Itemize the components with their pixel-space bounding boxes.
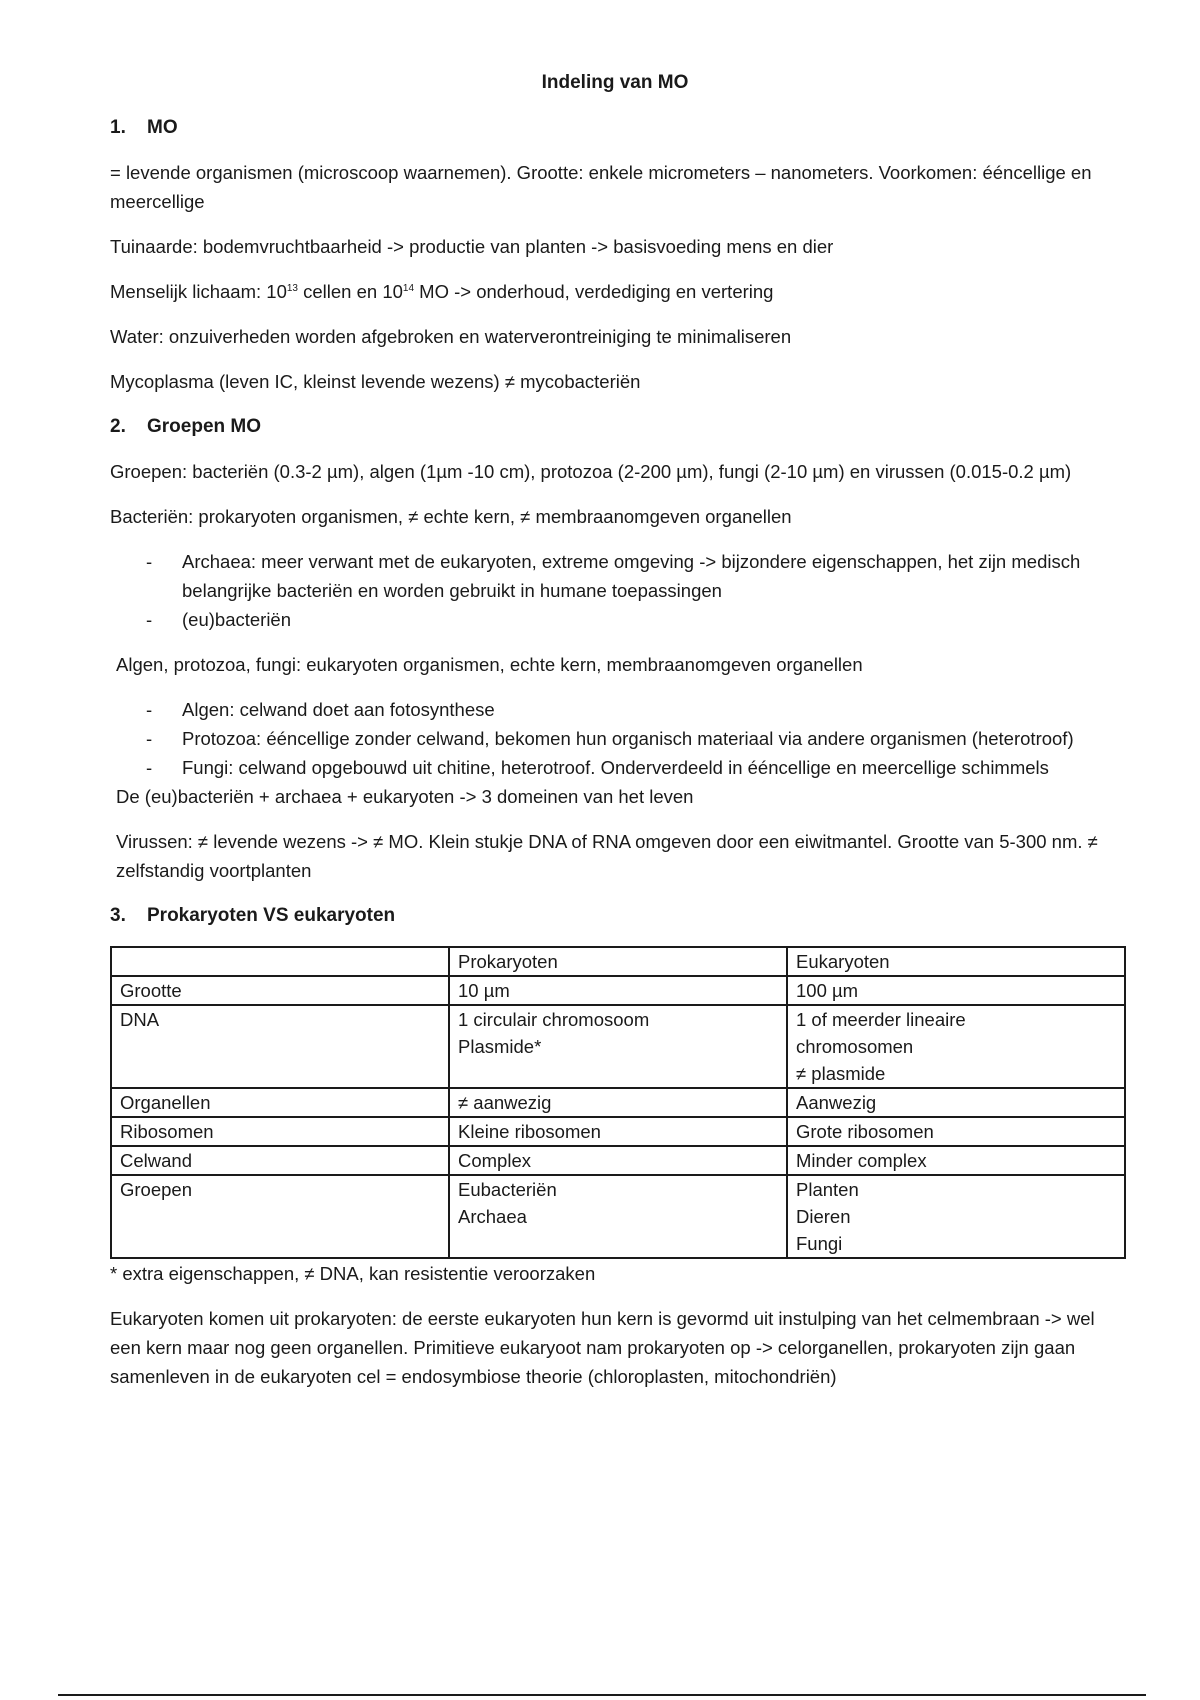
paragraph-water: Water: onzuiverheden worden afgebroken en waterverontreiniging te minimaliseren <box>110 326 792 347</box>
paragraph-lichaam <box>110 277 1120 306</box>
text-run: Menselijk lichaam: 10 <box>110 281 287 302</box>
paragraph-virussen: Virussen: ≠ levende wezens -> ≠ MO. Klein stukje DNA of RNA omgeven door een eiwitmantel. Grootte van 5-300 nm. ≠ zelfstandig voortplanten <box>116 831 1098 881</box>
table-row <box>111 1117 1125 1146</box>
paragraph-mycoplasma: Mycoplasma (leven IC, kleinst levende wezens) ≠ mycobacteriën <box>110 371 641 392</box>
list-item: - Protozoa: ééncellige zonder celwand, bekomen hun organisch materiaal via andere organismen (heterotroof) <box>110 724 1120 753</box>
document-title: Indeling van MO <box>541 72 689 93</box>
cell-line: Archaea <box>458 1206 527 1227</box>
list-item: - (eu)bacteriën <box>110 605 1120 634</box>
row-label: Groepen <box>111 1175 449 1258</box>
cell-line: 10 µm <box>458 980 510 1001</box>
table-cell <box>787 1005 1125 1088</box>
list-item: - Algen: celwand doet aan fotosynthese <box>110 695 1120 724</box>
table-row <box>111 1005 1125 1088</box>
table-row <box>111 1146 1125 1175</box>
section-3-heading <box>110 901 1120 930</box>
text-run: cellen en 10 <box>297 281 403 302</box>
table-cell <box>449 1146 787 1175</box>
cell-line: Plasmide* <box>458 1036 542 1057</box>
superscript: 13 <box>286 282 298 294</box>
paragraph-bacterien: Bacteriën: prokaryoten organismen, ≠ echte kern, ≠ membraanomgeven organellen <box>110 506 792 527</box>
row-label: Organellen <box>111 1088 449 1117</box>
document-page <box>110 68 1120 1407</box>
table-cell <box>787 976 1125 1005</box>
cell-line: Fungi <box>796 1233 843 1254</box>
section-number: 3. <box>110 905 126 926</box>
table-footnote: * extra eigenschappen, ≠ DNA, kan resistentie veroorzaken <box>110 1263 596 1284</box>
cell-line: 1 of meerder lineaire <box>796 1009 966 1030</box>
table-header-row <box>111 947 1125 976</box>
table-cell <box>449 1088 787 1117</box>
eukaryote-list <box>110 695 1120 782</box>
table-cell <box>449 1117 787 1146</box>
paragraph-tuinaarde: Tuinaarde: bodemvruchtbaarheid -> productie van planten -> basisvoeding mens en dier <box>110 236 834 257</box>
section-title: Prokaryoten VS eukaryoten <box>147 905 396 926</box>
section-1-heading <box>110 113 1120 142</box>
table-header-cell: Prokaryoten <box>449 947 787 976</box>
cell-line: 100 µm <box>796 980 859 1001</box>
table-row <box>111 1088 1125 1117</box>
paragraph-eukaryoten: Algen, protozoa, fungi: eukaryoten organismen, echte kern, membraanomgeven organellen <box>116 654 863 675</box>
cell-line: Minder complex <box>796 1150 927 1171</box>
cell-line: 1 circulair chromosoom <box>458 1009 650 1030</box>
table-cell <box>787 1175 1125 1258</box>
row-label: DNA <box>111 1005 449 1088</box>
section-title: MO <box>147 117 178 138</box>
cell-line: Dieren <box>796 1206 851 1227</box>
cell-line: Grote ribosomen <box>796 1121 934 1142</box>
table-cell <box>449 976 787 1005</box>
text-run: MO -> onderhoud, verdediging en vertering <box>414 281 774 302</box>
list-item: - Fungi: celwand opgebouwd uit chitine, heterotroof. Onderverdeeld in ééncellige en meercellige schimmels <box>110 753 1120 782</box>
table-row <box>111 1175 1125 1258</box>
list-item: - Archaea: meer verwant met de eukaryoten, extreme omgeving -> bijzondere eigenschappen, het zijn medisch belangrijke bacteriën en worden gebruikt in humane toepassingen <box>110 547 1120 605</box>
table-header-cell <box>111 947 449 976</box>
row-label: Celwand <box>111 1146 449 1175</box>
cell-line: Aanwezig <box>796 1092 877 1113</box>
superscript: 14 <box>402 282 415 294</box>
table-row <box>111 976 1125 1005</box>
row-label: Ribosomen <box>111 1117 449 1146</box>
cell-line: Kleine ribosomen <box>458 1121 601 1142</box>
section-number: 2. <box>110 416 126 437</box>
bacteria-list <box>110 547 1120 634</box>
footer-divider <box>58 1694 1146 1696</box>
paragraph-definition: = levende organismen (microscoop waarnemen). Grootte: enkele micrometers – nanometers. Voorkomen: ééncellige en meercellige <box>110 162 1092 212</box>
cell-line: chromosomen <box>796 1036 914 1057</box>
cell-line: ≠ plasmide <box>796 1063 886 1084</box>
cell-line: Complex <box>458 1150 531 1171</box>
table-cell <box>449 1005 787 1088</box>
section-title: Groepen MO <box>147 416 262 437</box>
paragraph-endosymbiose: Eukaryoten komen uit prokaryoten: de eerste eukaryoten hun kern is gevormd uit instulping van het celmembraan -> wel een kern maar nog geen organellen. Primitieve eukaryoot nam prokaryoten op -> celorganellen, prokaryoten zijn gaan samenleven in de eukaryoten cel = endosymbiose theorie (chloroplasten, mitochondriën) <box>110 1308 1095 1387</box>
table-cell <box>787 1117 1125 1146</box>
table-cell <box>787 1088 1125 1117</box>
table-cell <box>449 1175 787 1258</box>
paragraph-domeinen: De (eu)bacteriën + archaea + eukaryoten -> 3 domeinen van het leven <box>116 786 694 807</box>
comparison-table <box>110 946 1126 1259</box>
table-cell <box>787 1146 1125 1175</box>
cell-line: Planten <box>796 1179 859 1200</box>
cell-line: Eubacteriën <box>458 1179 557 1200</box>
section-number: 1. <box>110 117 126 138</box>
row-label: Grootte <box>111 976 449 1005</box>
table-header-cell: Eukaryoten <box>787 947 1125 976</box>
paragraph-groepen: Groepen: bacteriën (0.3-2 µm), algen (1µm -10 cm), protozoa (2-200 µm), fungi (2-10 µm) en virussen (0.015-0.2 µm) <box>110 461 1072 482</box>
cell-line: ≠ aanwezig <box>458 1092 552 1113</box>
section-2-heading <box>110 412 1120 441</box>
